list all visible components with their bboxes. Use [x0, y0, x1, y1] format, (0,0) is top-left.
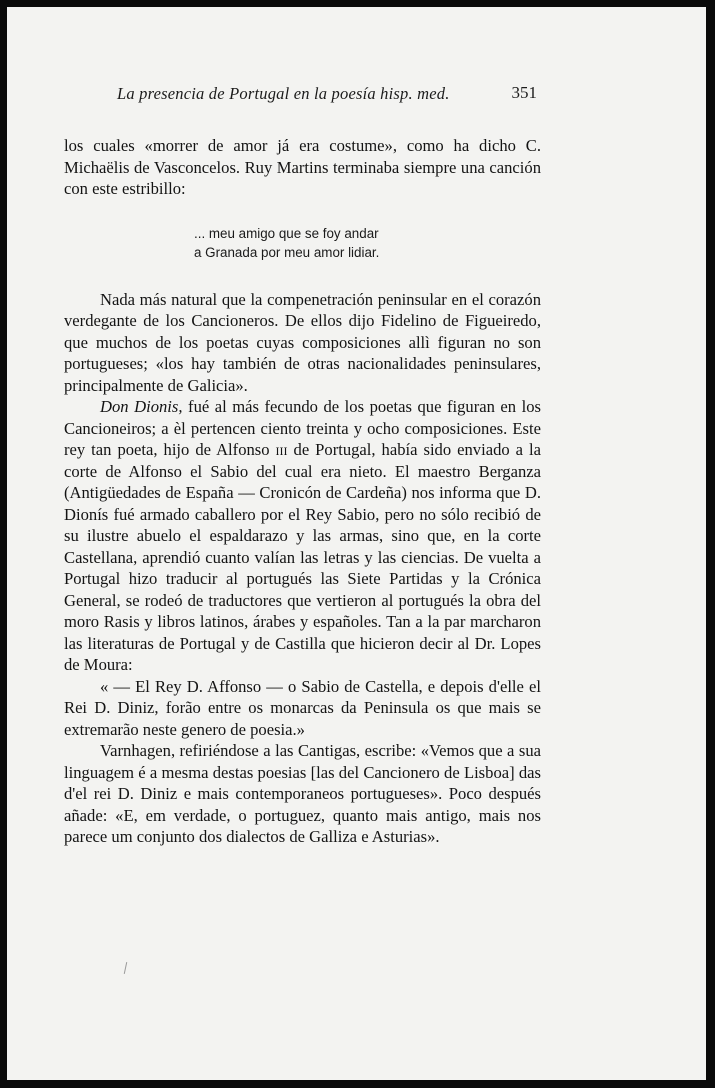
running-title: La presencia de Portugal en la poesía hisp. med. — [117, 84, 450, 103]
book-page — [7, 7, 706, 1080]
body-text — [64, 135, 541, 848]
verse-line-1: ... meu amigo que se foy andar — [194, 225, 379, 241]
paragraph-3 — [64, 396, 541, 676]
page-number: 351 — [511, 83, 537, 102]
paragraph-5: Varnhagen, refiriéndose a las Cantigas, escribe: «Vemos que a sua linguagem é a mesma destas poesias [las del Cancionero de Lisboa] das d'el rei D. Diniz e mais contemporaneos portugueses». Poco después añade: «E, em verdade, o portuguez, quanto mais antigo, mais nos parece um conjunto dos dialectos de Galliza e Asturias». — [64, 741, 541, 846]
verse-quote — [194, 224, 541, 262]
paragraph-3-part-a: fué al más fecundo de los poetas que figuran en los Cancioneiros; a èl pertencen ciento treinta y ocho composiciones. Este rey tan poeta, hijo de Alfonso — [64, 397, 541, 459]
verse-line-2: a Granada por meu amor lidiar. — [194, 244, 380, 260]
roman-numeral: iii — [275, 440, 288, 459]
paragraph-1: los cuales «morrer de amor já era costume», como ha dicho C. Michaëlis de Vasconcelos. Ruy Martins terminaba siempre una canción con este estribillo: — [64, 136, 541, 198]
paragraph-3-part-b: de Portugal, había sido enviado a la corte de Alfonso el Sabio del cual era nieto. El maestro Berganza (Antigüedades de España — Cronicón de Cardeña) nos informa que D. Dionís fué armado caballero por el Rey Sabio, pero no sólo recibió de su ilustre abuelo el espaldarazo y las armas, sino que, en la corte Castellana, aprendió cuanto valían las letras y las ciencias. De vuelta a Portugal hizo traducir al portugués las Siete Partidas y la Crónica General, se rodeó de traductores que vertieron al portugués la obra del moro Rasis y libros latinos, árabes y españoles. Tan a la par marcharon las literaturas de Portugal y de Castilla que hicieron decir al Dr. Lopes de Moura: — [64, 440, 541, 674]
paragraph-3-lead: Don Dionis, — [100, 397, 183, 416]
paragraph-2: Nada más natural que la compenetración peninsular en el corazón verdegante de los Cancioneros. De ellos dijo Fidelino de Figueiredo, que muchos de los poetas cuyas composiciones allì figuran no son portugueses; «los hay también de otras nacionalidades peninsulares, principalmente de Galicia». — [64, 289, 541, 395]
paragraph-4-quote: « — El Rey D. Affonso — o Sabio de Castella, e depois d'elle el Rei D. Diniz, forão entre os monarcas da Peninsula os que mais se extremarão neste genero de poesia.» — [64, 676, 541, 739]
stray-mark — [124, 962, 127, 974]
page-header — [113, 77, 537, 107]
